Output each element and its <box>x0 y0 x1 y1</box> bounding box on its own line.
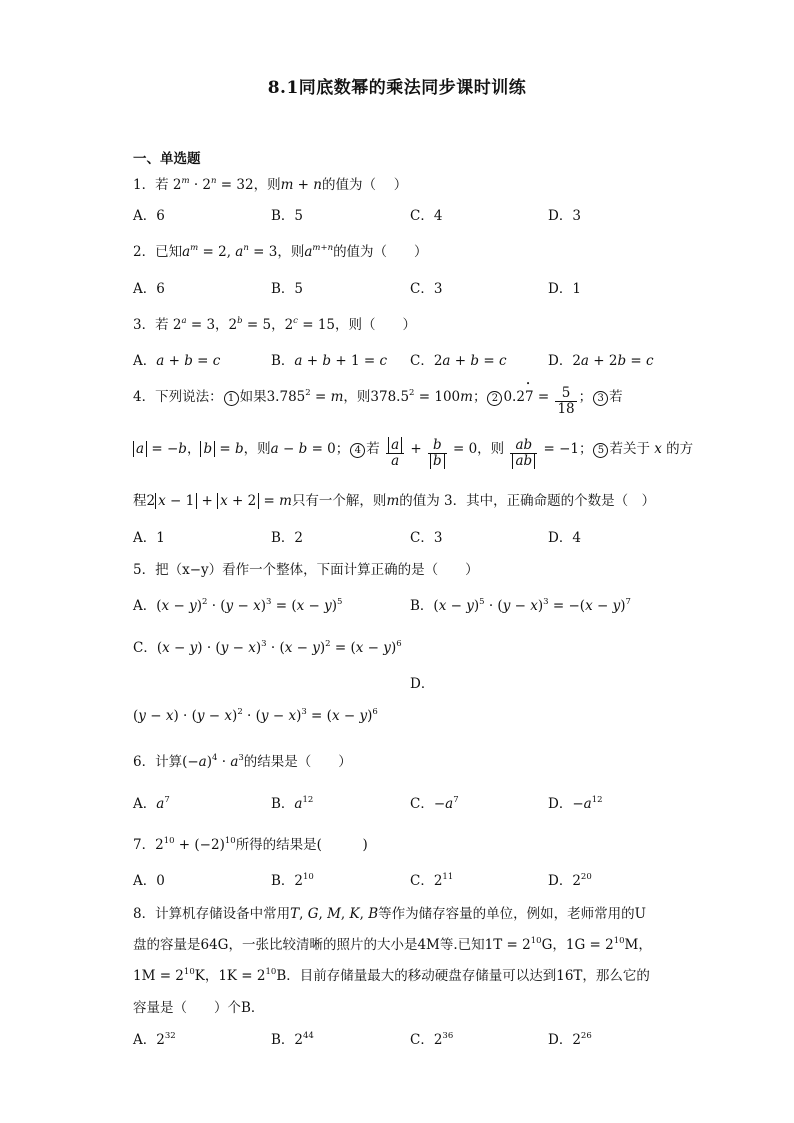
q8-option-b: B．$2^{44}$ <box>271 1031 314 1048</box>
q7-option-d: D．$2^{20}$ <box>548 872 592 889</box>
q2-option-d: D．1 <box>548 281 581 297</box>
q5-option-c: C．$(x - y) \cdot (y - x)^3 \cdot (x - y)^2 = (x - y)^6$ <box>133 639 402 656</box>
question-8-line-2: 盘的容量是64G，一张比较清晰的照片的大小是4M等.已知$1T = 2^{10}G$，$1G = 2^{10}M$， <box>133 936 652 953</box>
q3-option-b: B．a + b + 1 = c <box>271 353 387 369</box>
q6-option-a: A．$a^7$ <box>133 795 170 812</box>
q8-option-a: A．$2^{32}$ <box>133 1031 176 1048</box>
q1-option-b: B．5 <box>271 208 304 224</box>
q6-option-d: D．$-a^{12}$ <box>548 795 603 812</box>
q5-option-d: $(y - x) \cdot (y - x)^2 \cdot (y - x)^3 = (x - y)^6$ <box>133 707 378 724</box>
q5-option-a: A．$(x - y)^2 \cdot (y - x)^3 = (x - y)^5$ <box>133 597 343 614</box>
question-4-line-1: 4．下列说法： 1 如果$3.785^2 = m$，则$378.5^2 = 100m$； 2 0.2• 7 = $\frac{5}{18}$ ； 3 若 <box>133 385 623 417</box>
question-6: 6．计算$(-a)^4 \cdot a^3$的结果是（ ） <box>133 753 352 770</box>
q3-option-c: C．2a + b = c <box>410 353 507 369</box>
question-8-line-4: 容量是（ ）个B． <box>133 1000 265 1016</box>
q6-option-b: B．$a^{12}$ <box>271 795 314 812</box>
question-8-line-3: $1M = 2^{10}K$，$1K = 2^{10}B$．目前存储量最大的移动硬盘存储量可以达到16T，那么它的 <box>133 967 650 984</box>
q4-option-c: C．3 <box>410 530 443 546</box>
question-5: 5．把（x−y）看作一个整体，下面计算正确的是（ ） <box>133 562 479 578</box>
q2-option-a: A．6 <box>133 281 165 297</box>
question-3: 3．若 $2^a = 3$，$2^b = 5$，$2^c = 15$，则（ ） <box>133 316 417 333</box>
q1-option-a: A．6 <box>133 208 165 224</box>
q3-option-a: A．a + b = c <box>133 353 221 369</box>
q1-option-d: D．3 <box>548 208 581 224</box>
question-1: 1．若 $2^m \cdot 2^n = 32$，则m + n的值为（ ） <box>133 176 408 193</box>
q7-option-c: C．$2^{11}$ <box>410 872 454 889</box>
q7-option-a: A．0 <box>133 873 165 889</box>
q8-option-d: D．$2^{26}$ <box>548 1031 592 1048</box>
q8-option-c: C．$2^{36}$ <box>410 1031 454 1048</box>
q5-option-b: B．$(x - y)^5 \cdot (y - x)^3 = -(x - y)^7$ <box>410 597 631 614</box>
page-title: 8.1同底数幂的乘法同步课时训练 <box>267 78 527 98</box>
q1-option-c: C．4 <box>410 208 443 224</box>
q5-option-d-label: D． <box>410 676 435 692</box>
q2-option-b: B．5 <box>271 281 304 297</box>
question-2: 2．已知$a^m = 2$, $a^n = 3$，则$a^{m+n}$的值为（ ） <box>133 243 428 260</box>
section-heading: 一、单选题 <box>133 151 201 167</box>
q7-option-b: B．$2^{10}$ <box>271 872 314 889</box>
q4-option-d: D．4 <box>548 530 581 546</box>
q6-option-c: C．$-a^7$ <box>410 795 459 812</box>
question-7: 7．$2^{10} + (-2)^{10}$所得的结果是( ) <box>133 836 368 853</box>
question-4-line-2: a = −b， b = b，则a − b = 0； 4 若 $\frac{a}{a}$ + $\frac{b}{b}$ = 0，则 $\frac{ab}{ab}$ = −1； 5 若关于 x 的方 <box>133 437 693 469</box>
q4-option-b: B．2 <box>271 530 304 546</box>
question-8-line-1: 8．计算机存储设备中常用T, G, M, K, B等作为储存容量的单位，例如，老师常用的U <box>133 906 647 922</box>
q2-option-c: C．3 <box>410 281 443 297</box>
q4-option-a: A．1 <box>133 530 165 546</box>
q3-option-d: D．2a + 2b = c <box>548 353 654 369</box>
question-4-line-3: 程2 x − 1 + x + 2 = m只有一个解，则m的值为 3．其中，正确命题的个数是（ ） <box>133 493 656 509</box>
